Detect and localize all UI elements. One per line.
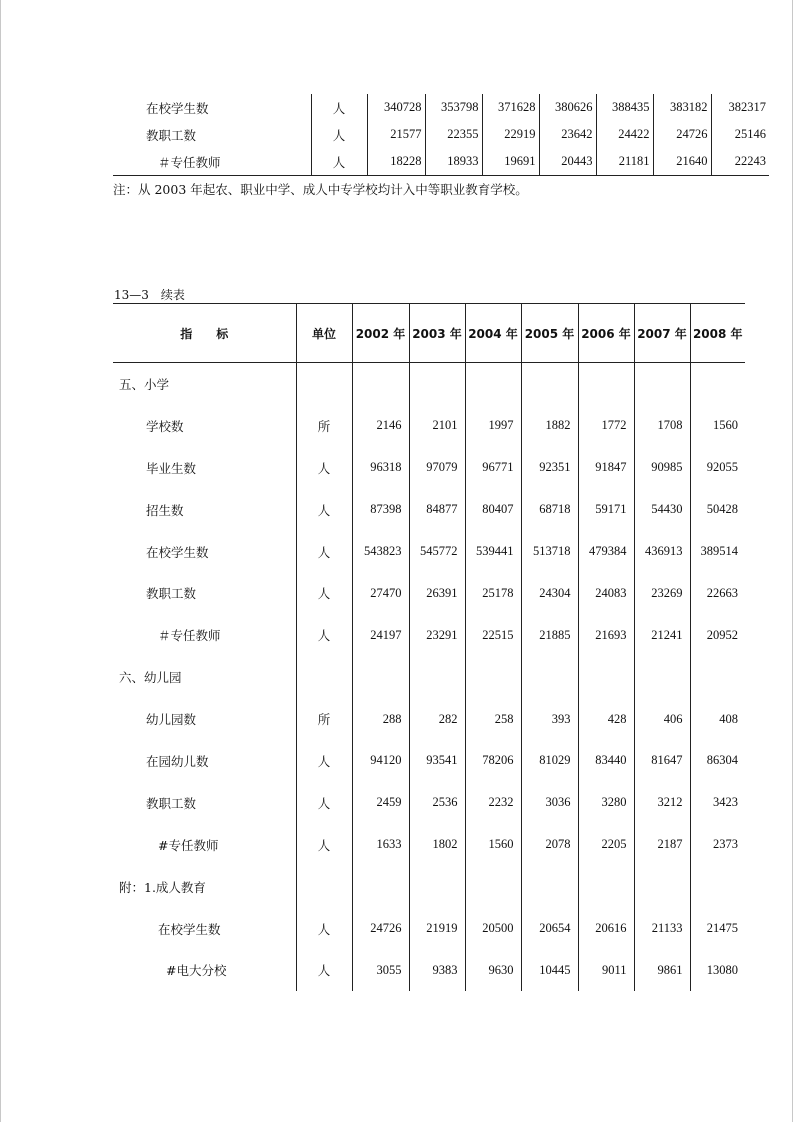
cell-value: 545772 [409,531,465,573]
header-year: 2004 年 [465,304,521,363]
cell-value [634,866,690,908]
cell-value: 92055 [690,447,745,489]
cell-value: 25146 [711,121,769,148]
cell-value: 24083 [578,572,634,614]
cell-value: 92351 [521,447,578,489]
header-unit: 单位 [296,304,352,363]
page-border-left [0,0,1,1122]
cell-value: 24422 [596,121,653,148]
row-unit: 人 [296,447,352,489]
cell-value: 479384 [578,531,634,573]
cell-value: 2101 [409,405,465,447]
cell-value: 21919 [409,908,465,950]
table-row [113,656,745,698]
cell-value: 9383 [409,949,465,991]
cell-value: 388435 [596,94,653,121]
cell-value: 21475 [690,908,745,950]
row-label: 在校学生数 [158,921,221,937]
row-label: ＃专任教师 [158,154,221,170]
cell-value: 24726 [653,121,711,148]
cell-value: 2232 [465,782,521,824]
cell-value: 389514 [690,531,745,573]
cell-value: 543823 [352,531,409,573]
continuation-table [113,94,769,176]
row-label: 在校学生数 [146,544,209,560]
data-table [113,303,745,991]
cell-value: 24726 [352,908,409,950]
cell-value: 21133 [634,908,690,950]
cell-value: 22515 [465,614,521,656]
cell-value: 1708 [634,405,690,447]
cell-value [352,866,409,908]
row-label: 教职工数 [146,127,197,143]
table-row [113,148,769,176]
cell-value: 2205 [578,824,634,866]
table-row [113,447,745,489]
cell-value: 22663 [690,572,745,614]
cell-value: 20500 [465,908,521,950]
cell-value: 2187 [634,824,690,866]
cell-value [409,866,465,908]
cell-value: 86304 [690,740,745,782]
cell-value: 22919 [482,121,539,148]
table-row [113,782,745,824]
header-year: 2003 年 [409,304,465,363]
cell-value: 2078 [521,824,578,866]
row-label: 教职工数 [146,795,197,811]
row-label: 六、幼儿园 [119,670,182,686]
cell-value: 10445 [521,949,578,991]
row-unit [296,656,352,698]
row-label: #电大分校 [166,963,227,979]
cell-value: 24197 [352,614,409,656]
row-unit [296,866,352,908]
cell-value [465,656,521,698]
cell-value: 1560 [690,405,745,447]
cell-value: 96318 [352,447,409,489]
row-unit: 人 [296,782,352,824]
table-row [113,405,745,447]
row-unit: 所 [296,405,352,447]
header-year: 2006 年 [578,304,634,363]
cell-value: 22243 [711,148,769,176]
cell-value [690,866,745,908]
cell-value: 13080 [690,949,745,991]
cell-value: 50428 [690,489,745,531]
cell-value: 282 [409,698,465,740]
cell-value: 1560 [465,824,521,866]
cell-value: 258 [465,698,521,740]
header-year: 2005 年 [521,304,578,363]
cell-value: 26391 [409,572,465,614]
cell-value [465,866,521,908]
cell-value: 18228 [367,148,425,176]
cell-value: 436913 [634,531,690,573]
row-unit: 人 [296,824,352,866]
row-unit: 人 [296,908,352,950]
row-label: 学校数 [146,418,184,434]
cell-value: 24304 [521,572,578,614]
cell-value [690,363,745,405]
row-unit: 人 [296,740,352,782]
cell-value: 20654 [521,908,578,950]
cell-value: 3423 [690,782,745,824]
cell-value: 21577 [367,121,425,148]
cell-value [521,866,578,908]
cell-value: 18933 [425,148,482,176]
cell-value: 1997 [465,405,521,447]
cell-value: 21640 [653,148,711,176]
cell-value: 3280 [578,782,634,824]
cell-value: 91847 [578,447,634,489]
table-row [113,531,745,573]
cell-value: 80407 [465,489,521,531]
table-row [113,94,769,121]
table-row [113,740,745,782]
cell-value: 2536 [409,782,465,824]
cell-value [409,363,465,405]
row-unit: 人 [296,489,352,531]
cell-value: 1633 [352,824,409,866]
cell-value: 23291 [409,614,465,656]
header-year: 2007 年 [634,304,690,363]
table-row [113,363,745,405]
cell-value: 9861 [634,949,690,991]
cell-value: 97079 [409,447,465,489]
table-row [113,866,745,908]
cell-value [521,363,578,405]
cell-value: 3055 [352,949,409,991]
cell-value [521,656,578,698]
row-label: 在校学生数 [146,100,209,116]
row-unit: 人 [296,531,352,573]
row-label: 招生数 [146,502,184,518]
row-label: 教职工数 [146,586,197,602]
cell-value [352,656,409,698]
cell-value: 380626 [539,94,596,121]
cell-value: 288 [352,698,409,740]
cell-value: 23269 [634,572,690,614]
cell-value [578,866,634,908]
cell-value: 539441 [465,531,521,573]
table-row [113,824,745,866]
table-row [113,121,769,148]
table-row [113,489,745,531]
table-row [113,949,745,991]
cell-value: 406 [634,698,690,740]
cell-value: 1802 [409,824,465,866]
cell-value: 90985 [634,447,690,489]
row-label: #专任教师 [158,837,219,853]
table-row [113,698,745,740]
cell-value: 9630 [465,949,521,991]
cell-value: 428 [578,698,634,740]
cell-value [409,656,465,698]
cell-value: 25178 [465,572,521,614]
cell-value: 393 [521,698,578,740]
cell-value: 408 [690,698,745,740]
cell-value: 9011 [578,949,634,991]
row-unit: 人 [296,614,352,656]
cell-value: 22355 [425,121,482,148]
cell-value: 68718 [521,489,578,531]
row-label: 附：1.成人教育 [119,879,206,895]
cell-value [634,656,690,698]
cell-value: 54430 [634,489,690,531]
row-label: 毕业生数 [146,460,197,476]
row-unit: 所 [296,698,352,740]
row-label: 五、小学 [119,376,170,392]
table-row [113,614,745,656]
cell-value: 21885 [521,614,578,656]
cell-value: 84877 [409,489,465,531]
cell-value: 78206 [465,740,521,782]
cell-value: 1882 [521,405,578,447]
header-indicator: 指 标 [113,304,296,363]
cell-value: 1772 [578,405,634,447]
cell-value [634,363,690,405]
cell-value: 59171 [578,489,634,531]
header-year: 2008 年 [690,304,745,363]
table-row [113,572,745,614]
cell-value: 87398 [352,489,409,531]
row-unit: 人 [296,949,352,991]
row-label: ＃专任教师 [158,628,221,644]
cell-value: 93541 [409,740,465,782]
cell-value: 20616 [578,908,634,950]
cell-value: 83440 [578,740,634,782]
cell-value: 21241 [634,614,690,656]
row-unit: 人 [311,121,367,148]
header-year: 2002 年 [352,304,409,363]
cell-value [578,656,634,698]
cell-value: 2373 [690,824,745,866]
row-label: 在园幼儿数 [146,753,209,769]
cell-value: 340728 [367,94,425,121]
cell-value [465,363,521,405]
cell-value: 21181 [596,148,653,176]
row-unit: 人 [311,94,367,121]
table-caption: 13—3 续表 [114,288,185,302]
cell-value: 81029 [521,740,578,782]
cell-value: 19691 [482,148,539,176]
table-row [113,908,745,950]
cell-value: 2146 [352,405,409,447]
cell-value: 371628 [482,94,539,121]
cell-value: 513718 [521,531,578,573]
row-unit [296,363,352,405]
cell-value [690,656,745,698]
header-row [113,304,745,363]
cell-value: 3212 [634,782,690,824]
table-note: 注：从 2003 年起农、职业中学、成人中专学校均计入中等职业教育学校。 [113,182,528,197]
cell-value: 94120 [352,740,409,782]
cell-value: 2459 [352,782,409,824]
cell-value: 81647 [634,740,690,782]
cell-value: 23642 [539,121,596,148]
cell-value: 353798 [425,94,482,121]
cell-value: 382317 [711,94,769,121]
row-label: 幼儿园数 [146,712,197,728]
cell-value: 3036 [521,782,578,824]
cell-value: 96771 [465,447,521,489]
cell-value: 27470 [352,572,409,614]
cell-value: 21693 [578,614,634,656]
row-unit: 人 [296,572,352,614]
cell-value [578,363,634,405]
cell-value [352,363,409,405]
cell-value: 20443 [539,148,596,176]
cell-value: 20952 [690,614,745,656]
row-unit: 人 [311,148,367,176]
cell-value: 383182 [653,94,711,121]
